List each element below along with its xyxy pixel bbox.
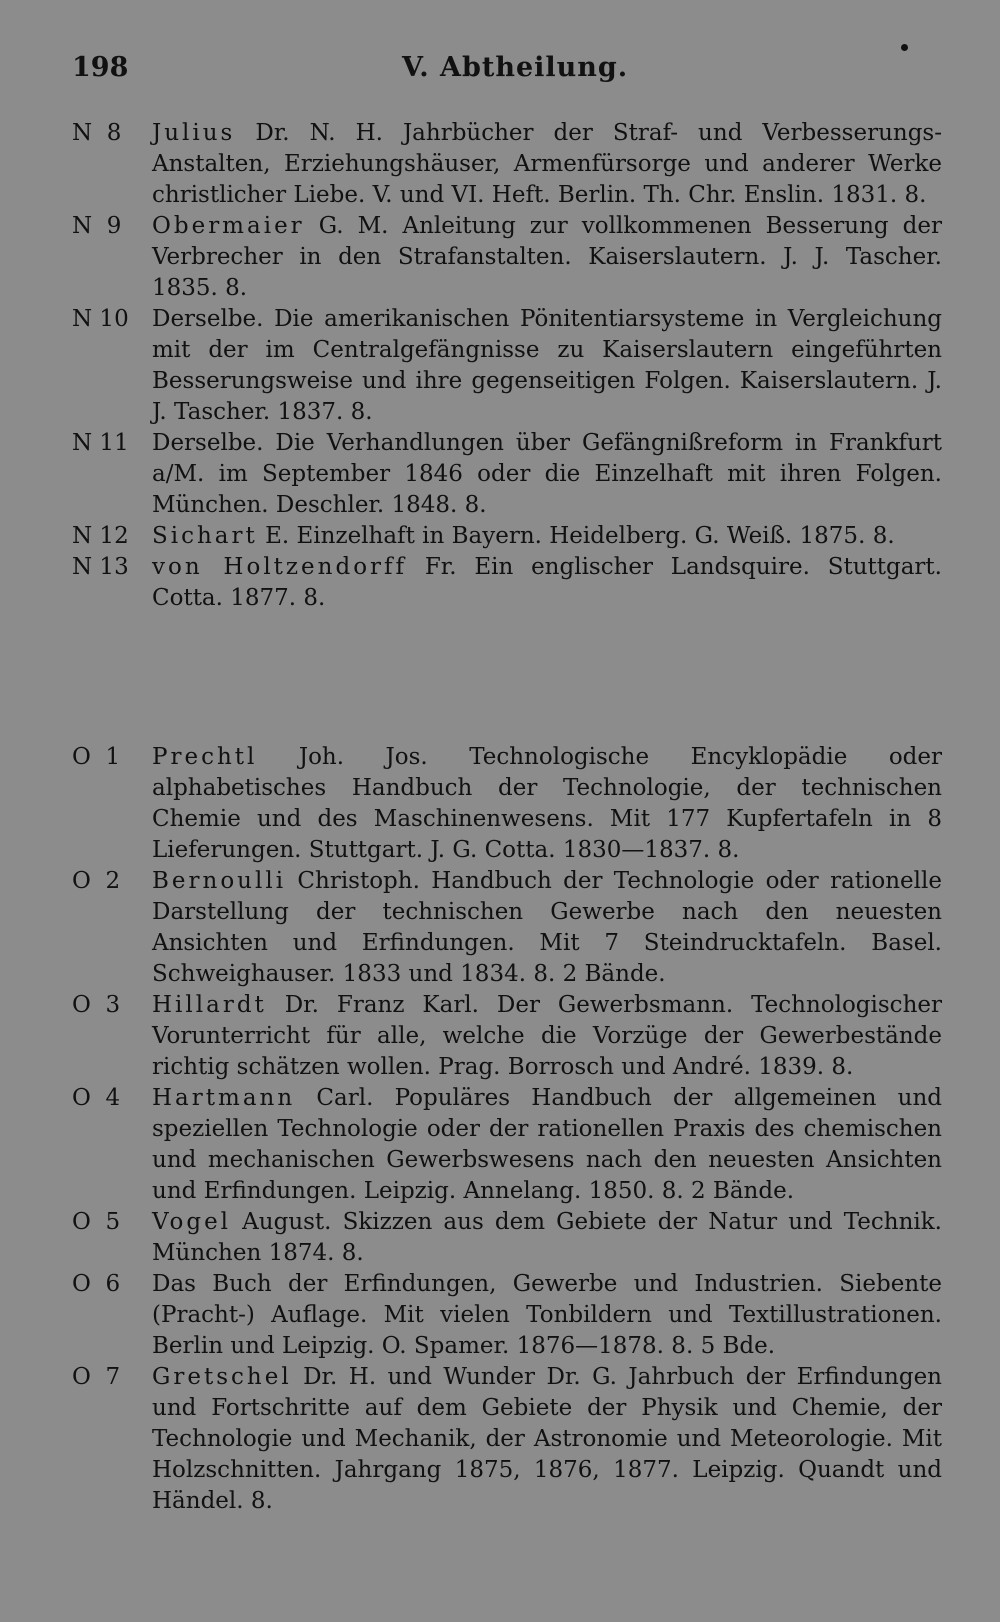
entry-body: Derselbe. Die Verhandlungen über Gefängnißreform in Frankfurt a/M. im September 1846 oder die Einzelhaft mit ihren Folgen. München. Deschler. 1848. 8.: [152, 430, 942, 518]
ink-dot: [901, 44, 908, 51]
entry-text: [152, 866, 942, 990]
shelf-mark: N 12: [72, 523, 129, 549]
shelf-mark: O 6: [72, 1271, 121, 1297]
shelf-mark: O 3: [72, 992, 121, 1018]
entry-body: Christoph. Handbuch der Technologie oder rationelle Darstellung der technischen Gewerbe nach den neuesten Ansichten und Erfindungen. Mit 7 Steindrucktafeln. Basel. Schweighauser. 1833 und 1834. 8. 2 Bände.: [152, 868, 942, 987]
entry-author: Bernoulli: [152, 868, 287, 894]
entry-body: Das Buch der Erfindungen, Gewerbe und Industrien. Siebente (Pracht-) Auflage. Mit vielen Tonbildern und Textillustrationen. Berlin und Leipzig. O. Spamer. 1876—1878. 8. 5 Bde.: [152, 1271, 942, 1359]
shelf-mark: N 10: [72, 306, 129, 332]
catalog-entry: [72, 211, 942, 304]
catalog-entry: [72, 304, 942, 428]
entry-author: Obermaier: [152, 213, 305, 239]
entry-author: von Holtzendorff: [152, 554, 408, 580]
entry-author: Hillardt: [152, 992, 267, 1018]
catalog-entry: [72, 1207, 942, 1269]
catalog-entry: [72, 990, 942, 1083]
shelf-mark: N 8: [72, 120, 122, 146]
catalog-entry: [72, 1083, 942, 1207]
catalog-entry: [72, 552, 942, 614]
shelf-mark: O 4: [72, 1085, 121, 1111]
entry-body: Dr. N. H. Jahrbücher der Straf- und Verbesserungs-Anstalten, Erziehungshäuser, Armenfürsorge und anderer Werke christlicher Liebe. V. und VI. Heft. Berlin. Th. Chr. Enslin. 1831. 8.: [152, 120, 942, 208]
shelf-mark: N 11: [72, 430, 129, 456]
catalog-entry: [72, 1362, 942, 1517]
entry-text: [152, 1083, 942, 1207]
section-title: V. Abtheilung.: [402, 52, 629, 83]
shelf-mark: O 2: [72, 868, 121, 894]
entry-text: [152, 521, 942, 552]
entry-text: [152, 1362, 942, 1517]
entries-section-o: [72, 742, 942, 1517]
page-header: [72, 52, 932, 96]
entry-author: Julius: [152, 120, 236, 146]
entry-body: August. Skizzen aus dem Gebiete der Natur und Technik. München 1874. 8.: [152, 1209, 942, 1266]
entry-text: [152, 211, 942, 304]
entry-author: Sichart: [152, 523, 258, 549]
shelf-mark: O 1: [72, 744, 121, 770]
entry-body: Joh. Jos. Technologische Encyklopädie oder alphabetisches Handbuch der Technologie, der technischen Chemie und des Maschinenwesens. Mit 177 Kupfertafeln in 8 Lieferungen. Stuttgart. J. G. Cotta. 1830—1837. 8.: [152, 744, 942, 863]
entry-body: Dr. Franz Karl. Der Gewerbsmann. Technologischer Vorunterricht für alle, welche die Vorzüge der Gewerbestände richtig schätzen wollen. Prag. Borrosch und André. 1839. 8.: [152, 992, 942, 1080]
entry-text: [152, 990, 942, 1083]
shelf-mark: N 9: [72, 213, 122, 239]
entry-body: Carl. Populäres Handbuch der allgemeinen und speziellen Technologie oder der rationellen Praxis des chemischen und mechanischen Gewerbswesens nach den neuesten Ansichten und Erfindungen. Leipzig. Annelang. 1850. 8. 2 Bände.: [152, 1085, 942, 1204]
entry-author: Hartmann: [152, 1085, 296, 1111]
entry-text: [152, 742, 942, 866]
entries-section-n: [72, 118, 942, 614]
entry-body: G. M. Anleitung zur vollkommenen Besserung der Verbrecher in den Strafanstalten. Kaiserslautern. J. J. Tascher. 1835. 8.: [152, 213, 942, 301]
entry-text: [152, 1269, 942, 1362]
page-number: 198: [72, 52, 129, 83]
catalog-entry: [72, 118, 942, 211]
entry-text: [152, 552, 942, 614]
shelf-mark: N 13: [72, 554, 129, 580]
entry-body: Fr. Ein englischer Landsquire. Stuttgart. Cotta. 1877. 8.: [152, 554, 942, 611]
entry-body: E. Einzelhaft in Bayern. Heidelberg. G. Weiß. 1875. 8.: [257, 523, 895, 549]
entry-author: Prechtl: [152, 744, 258, 770]
catalog-entry: [72, 742, 942, 866]
entry-text: [152, 304, 942, 428]
catalog-entry: [72, 521, 942, 552]
catalog-entry: [72, 866, 942, 990]
entry-text: [152, 118, 942, 211]
entry-text: [152, 428, 942, 521]
entry-author: Gretschel: [152, 1364, 292, 1390]
entry-body: Dr. H. und Wunder Dr. G. Jahrbuch der Erfindungen und Fortschritte auf dem Gebiete der Physik und Chemie, der Technologie und Mechanik, der Astronomie und Meteorologie. Mit Holzschnitten. Jahrgang 1875, 1876, 1877. Leipzig. Quandt und Händel. 8.: [152, 1364, 942, 1514]
entry-author: Vogel: [152, 1209, 232, 1235]
shelf-mark: O 7: [72, 1364, 121, 1390]
catalog-entry: [72, 1269, 942, 1362]
entry-body: Derselbe. Die amerikanischen Pönitentiarsysteme in Vergleichung mit der im Centralgefängnisse zu Kaiserslautern eingeführten Besserungsweise und ihre gegenseitigen Folgen. Kaiserslautern. J. J. Tascher. 1837. 8.: [152, 306, 942, 425]
catalog-entry: [72, 428, 942, 521]
shelf-mark: O 5: [72, 1209, 121, 1235]
entry-text: [152, 1207, 942, 1269]
